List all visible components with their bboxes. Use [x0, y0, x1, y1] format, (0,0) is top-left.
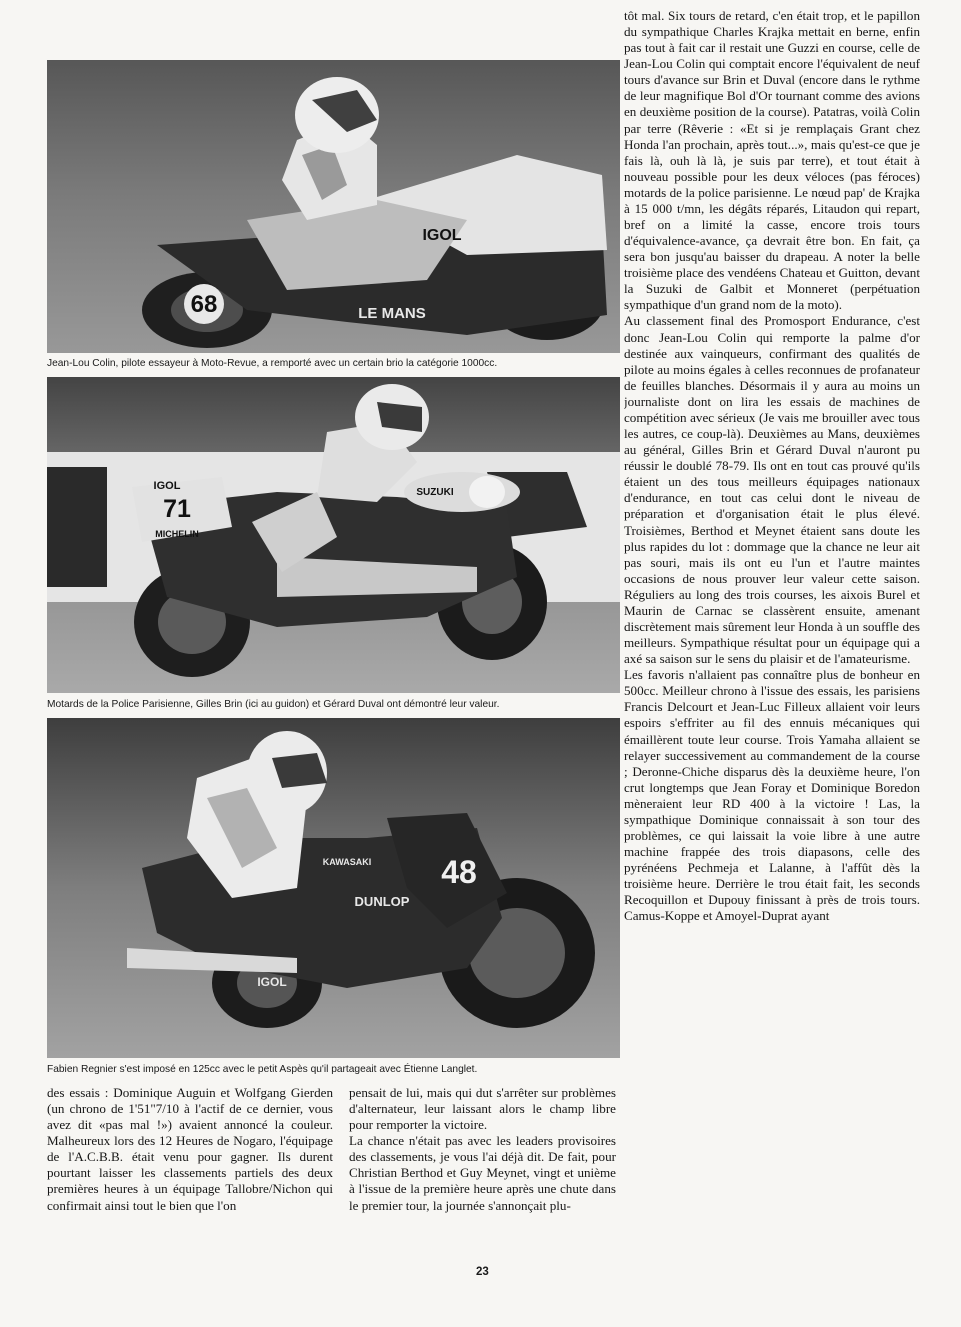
fairing-logo-igol: IGOL — [153, 480, 181, 492]
bike-number-48: 48 — [441, 854, 477, 890]
photo-caption-2: Motards de la Police Parisienne, Gilles Brin (ici au guidon) et Gérard Duval ont démontré leur valeur. — [47, 699, 500, 710]
article-column-right — [624, 8, 920, 1258]
article-paragraph: pensait de lui, mais qui dut s'arrêter sur problèmes d'alternateur, leur laissant alors le champ libre pour remporter la victoire. — [349, 1085, 616, 1133]
article-paragraph: des essais : Dominique Auguin et Wolfgang Gierden (un chrono de 1'51"7/10 à l'actif de ce dernier, vous avez dit «pas mal !») avaient annoncé la couleur. Malheureux lors des 12 Heures de Nogaro, l'équipage de l'A.C.B.B. était venu pour gagner. Ils durent pourtant laisser les classements partiels des deux premières heures à un équipage Tallobre/Nichon qui confirmait ainsi tout le bien que l'on — [47, 1085, 333, 1213]
fairing-logo-igol: IGOL — [422, 227, 462, 244]
fairing-text-dunlop: DUNLOP — [354, 894, 410, 909]
photo-fabien-regnier — [47, 718, 620, 1058]
photo-jean-lou-colin — [47, 60, 620, 353]
fairing-text-michelin: MICHELIN — [155, 529, 199, 539]
article-paragraph: Au classement final des Promosport Endurance, c'est donc Jean-Lou Colin qui remporte la palme d'or destinée aux vainqueurs, confirmant des qualités de pilote au moins égales à celles reconnues de profanateur de feuilles blanches. Désormais il y aura au moins un journaliste dont on lira les essais de machines de compétition avec sérieux (Je vais me brouiller avec tous les autres, ce coup-là). Deuxièmes au Mans, deuxièmes au général, Gilles Brin et Gérard Duval n'auront pu réussir le doublé 78-79. Ils ont en tout cas prouvé qu'ils étaient un des tous meilleurs équipages nationaux d'endurance, en tout cas celui dont le niveau de préparation et d'organisation était le plus élevé. Troisièmes, Berthod et Meynet étaient sans doute les plus rapides du lot : dommage que la chance ne leur ait pas souri, mais ils ont eu l'un et l'autre maintes occasions de nous prouver leur valeur cette saison. Réguliers au long des trois courses, les aixois Burel et Maurin de Carnac se classèrent ensuite, amenant discrètement mais sûrement leur Honda à un souffle des meilleurs. Sympathique résultat pour un équipage qui a axé sa saison sur le sens du plaisir et de l'amateurisme. — [624, 313, 920, 667]
tank-text-kawasaki: KAWASAKI — [322, 857, 372, 867]
article-column-bottom-middle — [349, 1085, 616, 1265]
wheel-text-igol: IGOL — [257, 975, 287, 989]
bike-number-68: 68 — [190, 291, 218, 318]
article-column-bottom-left — [47, 1085, 333, 1265]
tank-text-suzuki: SUZUKI — [416, 487, 454, 498]
page-number: 23 — [476, 1266, 489, 1278]
article-paragraph: La chance n'était pas avec les leaders provisoires des classements, je vous l'ai déjà dit. De fait, pour Christian Berthod et Guy Meynet, vingt et unième à l'issue de la première heure après une chute dans le premier tour, la journée s'annonçait plu- — [349, 1133, 616, 1213]
photo-caption-3: Fabien Regnier s'est imposé en 125cc avec le petit Aspès qu'il partageait avec Étienne Langlet. — [47, 1064, 478, 1075]
photo-caption-1: Jean-Lou Colin, pilote essayeur à Moto-Revue, a remporté avec un certain brio la catégorie 1000cc. — [47, 358, 498, 369]
fairing-text-le-mans: LE MANS — [358, 305, 426, 322]
article-paragraph: tôt mal. Six tours de retard, c'en était trop, et le papillon du sympathique Charles Krajka mettait en berne, enfin pas tout à fait car il restait une Guzzi en course, celle de Jean-Lou Colin qui comptait encore l'équivalent de neuf tours d'avance sur Brin et Duval (encore dans le rythme de leur magnifique Bol d'Or tournant comme des avions en deuxième position de la course). Patatras, voilà Colin par terre (Rêverie : «Et si je remplaçais Grant chez Honda l'an prochain, après tout...», mais qu'est-ce que je fais là, ouh là là, je suis par terre), et tout était à nouveau possible pour les deux véloces (pas féroces) motards de la police parisienne. Le nœud pap' de Krajka à 15 000 t/mn, les dégâts réparés, Litaudon qui repart, bref on a limité la casse, encore trois tours d'équivalence-avance, ça devrait être bon. En fait, ça sera bon jusqu'au baisser du drapeau. A noter la belle troisième place des vendéens Chateau et Guitton, devant la Suzuki de Galbit et Monneret (perpétuation sympathique d'un grand nom de la moto). — [624, 8, 920, 313]
article-paragraph: Les favoris n'allaient pas connaître plus de bonheur en 500cc. Meilleur chrono à l'issue des essais, les parisiens Francis Delcourt et Jean-Luc Filleux allaient voir leurs espoirs s'effriter au fil des ennuis mécaniques qui émaillèrent toute leur course. Trois Yamaha allaient se relayer successivement au commandement de la course ; Deronne-Chiche disparus dès la deuxième heure, l'on crut longtemps que Jean Foray et Dominique Boredon mèneraient leur RD 400 à la victoire ! Las, la sympathique Dominique connaissait à son tour des problèmes, ce qui laissait la voie libre à une autre machine frappée des trois diapasons, celle des pyrénéens Pechmeja et Lalanne, à l'affût dès la troisième heure. Derrière le trou était fait, les seconds Recoquillon et Dupouy finissant à près de trois tours. Camus-Koppe et Amoyel-Duprat ayant — [624, 667, 920, 924]
photo-gilles-brin — [47, 377, 620, 693]
bike-number-71: 71 — [163, 495, 191, 523]
